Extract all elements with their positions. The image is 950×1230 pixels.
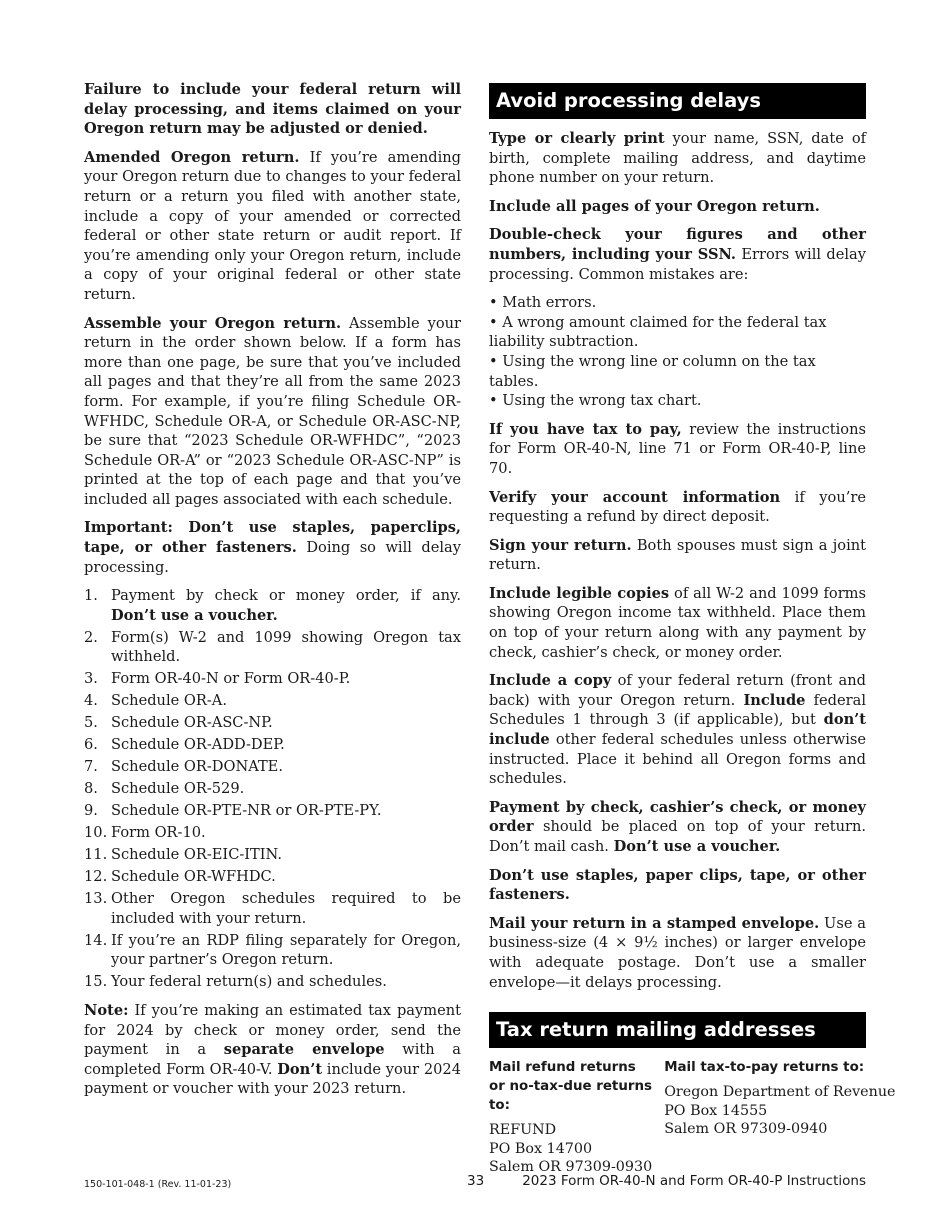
list-item: 7. Schedule OR-DONATE.: [84, 758, 283, 776]
list-item: 9. Schedule OR-PTE-NR or OR-PTE-PY.: [84, 802, 382, 820]
tax-to-pay-address: [664, 1058, 895, 1177]
address-line: Salem OR 97309-0940: [664, 1121, 828, 1138]
form-code: 150-101-048-1 (Rev. 11-01-23): [84, 1179, 232, 1190]
list-item: 6. Schedule OR-ADD-DEP.: [84, 736, 285, 754]
address-line: PO Box 14700: [489, 1140, 593, 1157]
verify-account-paragraph: Verify your account information if you’re requesting a refund by direct deposit.: [489, 488, 866, 526]
list-item: • Math errors.: [489, 294, 597, 312]
assembly-order-list: [84, 586, 461, 992]
address-line: PO Box 14555: [664, 1102, 768, 1119]
list-item: 12. Schedule OR-WFHDC.: [84, 868, 276, 886]
list-item: 3. Form OR-40-N or Form OR-40-P.: [84, 670, 351, 688]
page-number: 33: [467, 1173, 485, 1189]
list-item: 5. Schedule OR-ASC-NP.: [84, 714, 273, 732]
address-line: Salem OR 97309-0930: [489, 1159, 653, 1176]
print-info-paragraph: Type or clearly print your name, SSN, date of birth, complete mailing address, and daytime phone number on your return.: [489, 130, 867, 187]
list-item: 13. Other Oregon schedules required to be included with your return.: [84, 890, 461, 927]
list-item: • Using the wrong line or column on the tax tables.: [489, 352, 816, 390]
list-item: • A wrong amount claimed for the federal tax liability subtraction.: [489, 313, 827, 351]
assemble-return-paragraph: Assemble your Oregon return. Assemble your return in the order shown below. If a form has more than one page, be sure that you’ve included all pages and that they’re all from the same 2023 form. For example, if you’re filing Schedule OR-WFHDC, Schedule OR-A, or Schedule OR-ASC-NP, be sure that “2023 Schedule OR-WFHDC”, “2023 Schedule OR-A” or “2023 Schedule OR-ASC-NP” is printed at the top of each page and that you’ve included all pages associated with each schedule.: [84, 314, 461, 508]
list-item: 4. Schedule OR-A.: [84, 692, 227, 710]
federal-return-warning: Failure to include your federal return will delay processing, and items claimed on your Oregon return may be adjusted or denied.: [84, 81, 461, 138]
left-column: [84, 80, 461, 1108]
list-item: 15. Your federal return(s) and schedules.: [84, 973, 387, 991]
address-line: Oregon Department of Revenue: [664, 1084, 896, 1101]
address-heading: Mail tax-to-pay returns to:: [664, 1060, 865, 1076]
include-pages-paragraph: Include all pages of your Oregon return.: [489, 197, 820, 215]
section-heading-mailing-addresses: Tax return mailing addresses: [489, 1012, 866, 1048]
mailing-addresses: [489, 1058, 896, 1177]
list-item: • Using the wrong tax chart.: [489, 392, 702, 410]
federal-copy-paragraph: Include a copy of your federal return (front and back) with your Oregon return. Include federal Schedules 1 through 3 (if applicable), but don’t include other federal schedules unless otherwise instructed. Place it behind all Oregon forms and schedules.: [489, 672, 866, 788]
right-column: [489, 80, 896, 1177]
footer-title: 2023 Form OR-40-N and Form OR-40-P Instructions: [522, 1173, 866, 1189]
amended-return-paragraph: Amended Oregon return. If you’re amending your Oregon return due to changes to your federal return or a return you filed with another state, include a copy of your amended or corrected federal or other state return or audit report. If you’re amending only your Oregon return, include a copy of your original federal or other state return.: [84, 148, 461, 303]
estimated-payment-note: Note: If you’re making an estimated tax payment for 2024 by check or money order, send the payment in a separate envelope with a completed Form OR-40-V. Don’t include your 2024 payment or voucher with your 2023 return.: [84, 1002, 462, 1098]
double-check-paragraph: Double-check your figures and other numbers, including your SSN. Errors will delay processing. Common mistakes are:: [489, 226, 866, 283]
page-footer: [84, 1172, 866, 1192]
legible-copies-paragraph: Include legible copies of all W-2 and 1099 forms showing Oregon income tax withheld. Place them on top of your return along with any payment by check, cashier’s check, or money order.: [489, 584, 866, 661]
envelope-paragraph: Mail your return in a stamped envelope. Use a business-size (4 × 9½ inches) or larger envelope with adequate postage. Don’t use a smaller envelope—it delays processing.: [489, 914, 866, 991]
section-heading-avoid-delays: Avoid processing delays: [489, 83, 866, 119]
list-item: 14. If you’re an RDP filing separately for Oregon, your partner’s Oregon return.: [84, 931, 461, 969]
list-item: 10. Form OR-10.: [84, 824, 206, 842]
address-heading: Mail refund returns or no-tax-due returns to:: [489, 1060, 652, 1114]
payment-paragraph: Payment by check, cashier’s check, or money order should be placed on top of your return. Don’t mail cash. Don’t use a voucher.: [489, 798, 866, 855]
list-item: 8. Schedule OR-529.: [84, 780, 245, 798]
no-fasteners-paragraph: Don’t use staples, paper clips, tape, or other fasteners.: [489, 866, 866, 904]
fasteners-warning: Important: Don’t use staples, paperclips, tape, or other fasteners. Doing so will delay processing.: [84, 519, 462, 576]
list-item: 11. Schedule OR-EIC-ITIN.: [84, 846, 283, 864]
refund-address: [489, 1058, 652, 1177]
tax-to-pay-paragraph: If you have tax to pay, review the instructions for Form OR-40-N, line 71 or Form OR-40-P, line 70.: [489, 420, 866, 477]
address-line: REFUND: [489, 1122, 557, 1139]
list-item: 1. Payment by check or money order, if any. Don’t use a voucher.: [84, 587, 461, 624]
sign-return-paragraph: Sign your return. Both spouses must sign a joint return.: [489, 536, 867, 574]
list-item: 2. Form(s) W-2 and 1099 showing Oregon tax withheld.: [84, 628, 461, 666]
common-mistakes-list: [489, 293, 866, 411]
